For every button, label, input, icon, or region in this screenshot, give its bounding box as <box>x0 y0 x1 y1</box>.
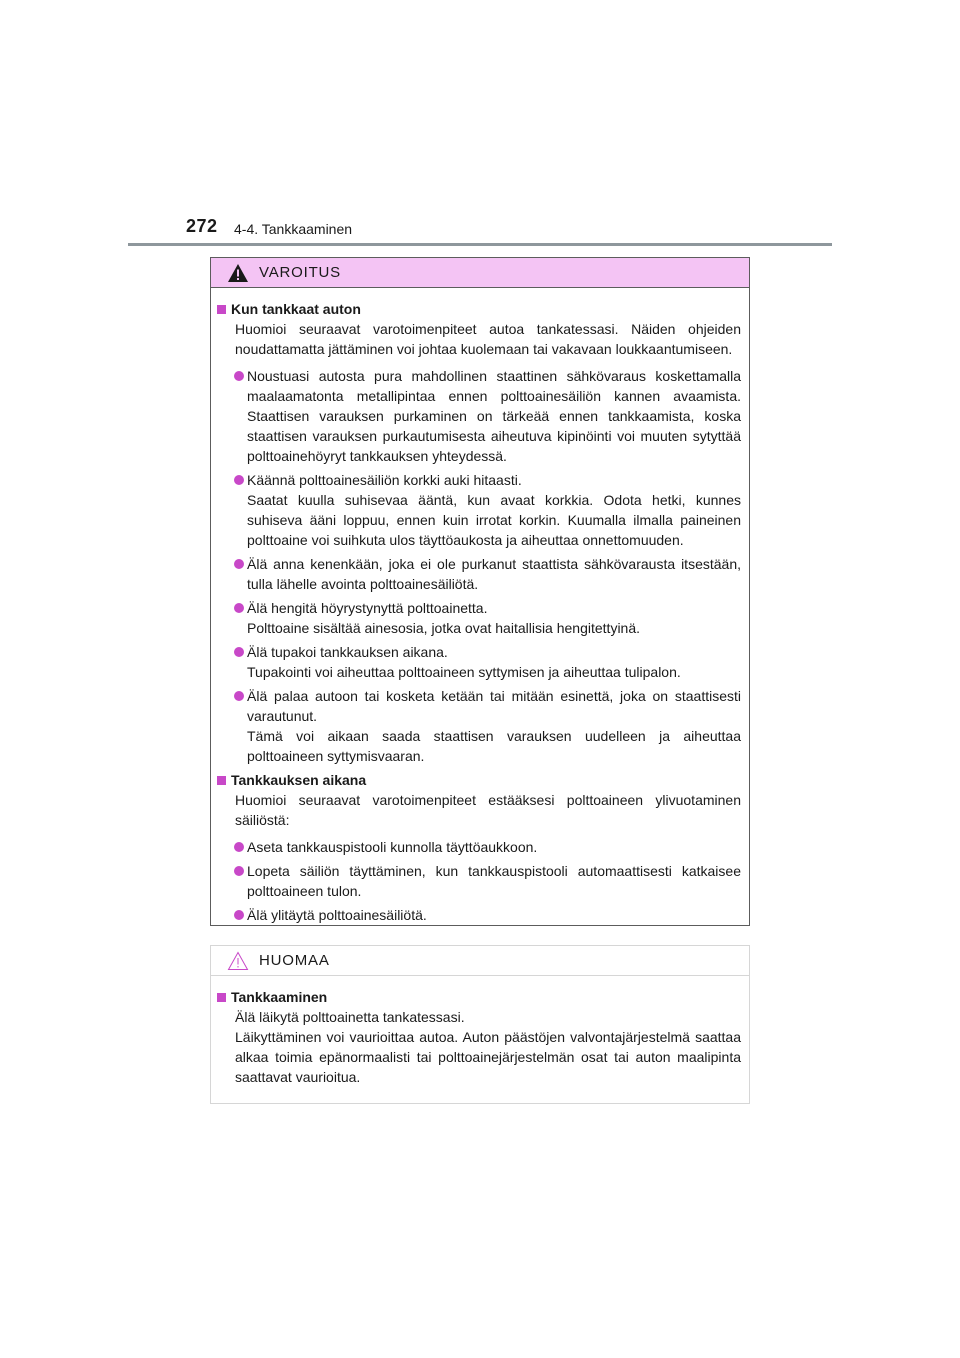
bullet-dot-icon <box>234 554 247 574</box>
notice-section-refuel <box>217 987 741 1087</box>
list-item: Aseta tankkauspistooli kunnolla täyttöaukkoon. <box>217 837 741 857</box>
warning-body <box>211 288 749 925</box>
square-bullet-icon <box>217 776 226 785</box>
list-item: Älä ylitäytä polttoainesäiliötä. <box>217 905 741 925</box>
list-item: Älä anna kenenkään, joka ei ole purkanut staattista sähkövarausta itsestään, tulla lähelle avointa polttoainesäiliötä. <box>217 554 741 594</box>
notice-title: HUOMAA <box>259 952 330 969</box>
bullet-dot-icon <box>234 470 247 490</box>
bullet-dot-icon <box>234 642 247 662</box>
warning-title: VAROITUS <box>259 264 341 281</box>
warning-box <box>210 257 750 926</box>
warning-triangle-icon <box>227 263 249 283</box>
list-item: Noustuasi autosta pura mahdollinen staattinen sähkövaraus koskettamalla maalaamatonta metallipintaa ennen polttoainesäiliön kannen avaamista. Staattisen varauksen purkaminen on tärkeää ennen tankkaamista, koska staattisen varauksen purkautumisesta aiheutuva kipinöinti voi muuten sytyttää polttoainehöyryt tankkauksen yhteydessä. <box>217 366 741 466</box>
bullet-dot-icon <box>234 366 247 386</box>
section-text: Älä läikytä polttoainetta tankatessasi. Läikyttäminen voi vaurioittaa autoa. Auton päästöjen valvontajärjestelmä saattaa alkaa toimia epänormaalisti tai polttoainejärjestelmän osat tai auton maalipinta saattavat vaurioitua. <box>235 1009 741 1085</box>
list-item: Käännä polttoainesäiliön korkki auki hitaasti. Saatat kuulla suhisevaa ääntä, kun avaat korkkia. Odota hetki, kunnes suhiseva ääni loppuu, ennen kuin irrotat korkin. Kuumalla ilmalla paineinen polttoaine voi suihkuta ulos täyttöaukosta ja aiheuttaa onnettomuuden. <box>217 470 741 550</box>
caution-outline-icon <box>227 951 249 971</box>
list-item: Lopeta säiliön täyttäminen, kun tankkauspistooli automaattisesti katkaisee polttoaineen tulon. <box>217 861 741 901</box>
notice-header <box>211 946 749 976</box>
list-item: Älä palaa autoon tai kosketa ketään tai mitään esinettä, joka on staattisesti varautunut. Tämä voi aikaan saada staattisen varauksen uudelleen ja aiheuttaa polttoaineen syttymisvaaran. <box>217 686 741 766</box>
bullet-dot-icon <box>234 837 247 857</box>
section-heading: Tankkaaminen <box>217 987 741 1007</box>
section-intro: Huomioi seuraavat varotoimenpiteet estääksesi polttoaineen ylivuotaminen säiliöstä: <box>235 792 741 828</box>
square-bullet-icon <box>217 305 226 314</box>
section-heading: Kun tankkaat auton <box>217 299 741 319</box>
section-intro: Huomioi seuraavat varotoimenpiteet autoa tankatessasi. Näiden ohjeiden noudattamatta jättäminen voi johtaa kuolemaan tai vakavaan loukkaantumiseen. <box>235 321 741 357</box>
section-heading: Tankkauksen aikana <box>217 770 741 790</box>
notice-box <box>210 945 750 1104</box>
bullet-dot-icon <box>234 905 247 925</box>
bullet-dot-icon <box>234 861 247 881</box>
list-item: Älä hengitä höyrystynyttä polttoainetta. Polttoaine sisältää ainesosia, jotka ovat haitallisia hengitettyinä. <box>217 598 741 638</box>
bullet-dot-icon <box>234 686 247 706</box>
warning-section-refuel <box>217 299 741 766</box>
warning-header <box>211 258 749 288</box>
list-item: Älä tupakoi tankkauksen aikana. Tupakointi voi aiheuttaa polttoaineen syttymisen ja aiheuttaa tulipalon. <box>217 642 741 682</box>
section-title: 4-4. Tankkaaminen <box>234 221 353 237</box>
notice-body <box>211 976 749 1087</box>
warning-section-during-refuel <box>217 770 741 925</box>
page-number: 272 <box>186 216 218 236</box>
header-rule <box>128 243 832 246</box>
bullet-dot-icon <box>234 598 247 618</box>
square-bullet-icon <box>217 993 226 1002</box>
